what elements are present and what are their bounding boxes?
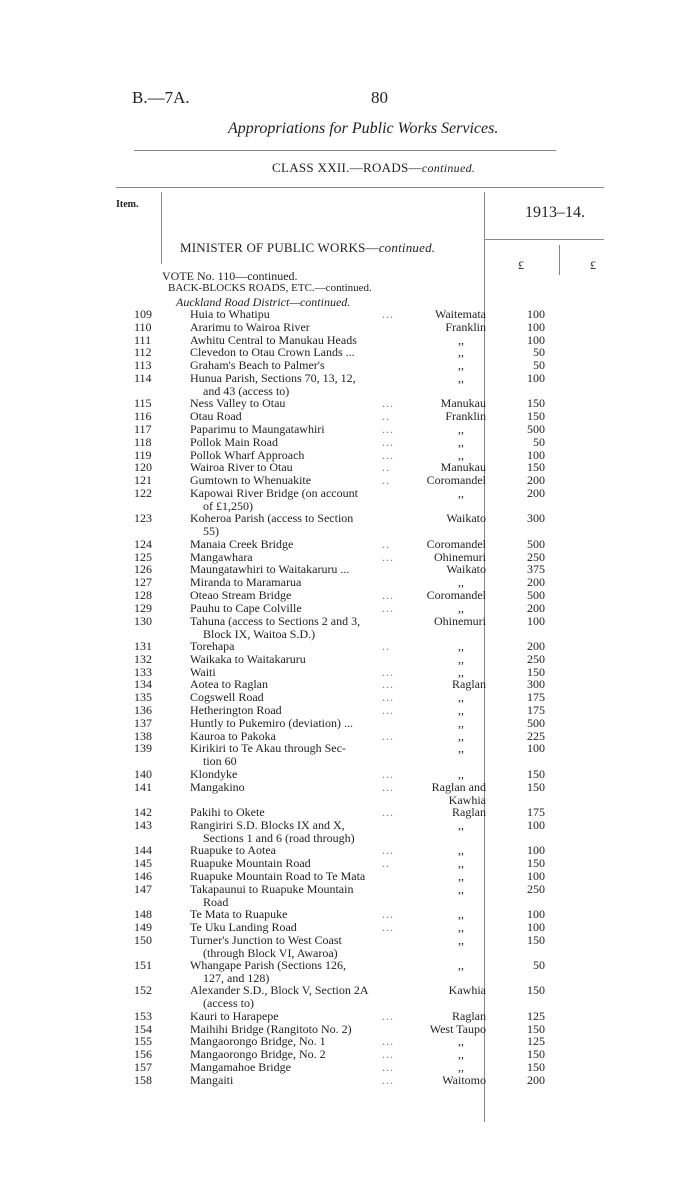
road-description: Whangape Parish (Sections 126, 127, and 128) xyxy=(190,958,346,985)
item-number: 146 xyxy=(134,868,152,883)
road-description: Waikaka to Waitakaruru xyxy=(190,651,306,666)
amount: 150 xyxy=(527,766,545,781)
item-number: 123 xyxy=(134,511,152,526)
electoral-district: ,, xyxy=(458,639,464,653)
item-number: 124 xyxy=(134,536,152,551)
item-number: 121 xyxy=(134,473,152,488)
amount: 100 xyxy=(527,447,545,462)
electoral-district: ,, xyxy=(458,422,464,436)
road-description: Hetherington Road xyxy=(190,703,282,717)
amount: 100 xyxy=(527,907,545,921)
amount: 100 xyxy=(527,817,545,832)
leader-dots: ... xyxy=(382,549,394,564)
amount: 100 xyxy=(527,868,545,883)
road-description: Maihihi Bridge (Rangitoto No. 2) xyxy=(190,1021,352,1036)
electoral-district: Waitemata xyxy=(434,307,486,321)
road-description: Mangamahoe Bridge xyxy=(190,1060,291,1074)
road-description: Kauri to Harapepe xyxy=(190,1008,279,1023)
item-number: 130 xyxy=(134,613,152,628)
road-description: Ruapuke to Aotea xyxy=(190,843,276,858)
item-number: 150 xyxy=(134,932,152,947)
vote-heading: VOTE No. 110—continued. xyxy=(162,269,298,283)
electoral-district: Coromandel xyxy=(426,473,486,488)
road-description: Mangakino xyxy=(190,779,245,794)
item-number: 112 xyxy=(134,345,152,360)
amount: 150 xyxy=(527,932,545,947)
amount: 150 xyxy=(527,1047,545,1062)
road-description: Graham's Beach to Palmer's xyxy=(190,358,325,373)
page-title: Appropriations for Public Works Services. xyxy=(228,120,499,137)
road-description: Awhitu Central to Manukau Heads xyxy=(190,332,357,347)
amount: 100 xyxy=(527,843,545,858)
amount: 150 xyxy=(527,396,545,411)
leader-dots: ... xyxy=(382,1072,394,1087)
amount: 100 xyxy=(527,307,545,321)
item-number: 151 xyxy=(134,958,152,972)
leader-dots: ... xyxy=(382,703,394,717)
item-column-divider xyxy=(161,192,162,264)
electoral-district: ,, xyxy=(458,1034,464,1049)
minister-heading: MINISTER OF PUBLIC WORKS—continued. xyxy=(180,240,436,255)
electoral-district: Manukau xyxy=(440,396,486,411)
item-number: 110 xyxy=(134,319,152,334)
electoral-district: Ohinemuri xyxy=(434,549,486,564)
item-number: 118 xyxy=(134,434,152,449)
item-number: 155 xyxy=(134,1034,152,1049)
road-description: Manaia Creek Bridge xyxy=(190,536,294,551)
item-number: 143 xyxy=(134,817,152,832)
electoral-district: ,, xyxy=(458,843,464,858)
item-number: 134 xyxy=(134,677,152,692)
amount: 100 xyxy=(527,332,545,347)
electoral-district: ,, xyxy=(458,600,464,615)
electoral-district: Waitomo xyxy=(442,1072,486,1087)
item-number: 117 xyxy=(134,422,152,436)
item-number: 144 xyxy=(134,843,152,858)
item-number: 113 xyxy=(134,358,152,373)
leader-dots: ... xyxy=(382,396,394,411)
electoral-district: ,, xyxy=(458,881,464,896)
item-number: 145 xyxy=(134,856,152,870)
road-description: Pauhu to Cape Colville xyxy=(190,600,302,615)
electoral-district: ,, xyxy=(458,817,464,832)
leader-dots: ... xyxy=(382,919,394,934)
electoral-district: Raglan xyxy=(452,1008,486,1023)
road-description: Ruapuke Mountain Road to Te Mata xyxy=(190,868,366,883)
electoral-district: Waikato xyxy=(446,511,486,526)
leader-dots: ... xyxy=(382,805,394,819)
road-description: Kirikiri to Te Akau through Sec- tion 60 xyxy=(190,741,346,769)
item-number: 131 xyxy=(134,639,152,653)
leader-dots: .. xyxy=(382,639,390,653)
amount: 100 xyxy=(527,613,545,628)
leader-dots: ... xyxy=(382,728,394,743)
electoral-district: ,, xyxy=(458,766,464,781)
leader-dots: ... xyxy=(382,1047,394,1062)
item-number: 115 xyxy=(134,396,152,411)
amount: 125 xyxy=(527,1034,545,1049)
class-heading: CLASS XXII.—ROADS—continued. xyxy=(272,160,476,175)
road-description: Paparimu to Maungatawhiri xyxy=(190,422,325,436)
electoral-district: ,, xyxy=(458,1060,464,1074)
year-column-header: 1913–14. xyxy=(525,204,585,221)
amount: 150 xyxy=(527,409,545,424)
electoral-district: ,, xyxy=(458,664,464,679)
electoral-district: ,, xyxy=(458,345,464,360)
item-number: 136 xyxy=(134,703,152,717)
item-number: 114 xyxy=(134,371,152,385)
leader-dots: .. xyxy=(382,536,390,551)
electoral-district: ,, xyxy=(458,958,464,972)
electoral-district: Waikato xyxy=(446,562,486,577)
road-description: Te Uku Landing Road xyxy=(190,919,297,934)
electoral-district: Coromandel xyxy=(426,588,486,602)
electoral-district: ,, xyxy=(458,703,464,717)
item-number: 129 xyxy=(134,600,152,615)
electoral-district: ,, xyxy=(458,447,464,462)
item-number: 156 xyxy=(134,1047,152,1062)
item-number: 135 xyxy=(134,690,152,705)
electoral-district: ,, xyxy=(458,868,464,883)
pound-sign-1: £ xyxy=(518,258,524,272)
item-number: 120 xyxy=(134,460,152,475)
amount: 250 xyxy=(527,549,545,564)
amount: 500 xyxy=(527,588,545,602)
pound-sign-2: £ xyxy=(590,258,596,272)
item-number: 128 xyxy=(134,588,152,602)
leader-dots: ... xyxy=(382,1034,394,1049)
amount: 175 xyxy=(527,703,545,717)
item-number: 132 xyxy=(134,651,152,666)
road-description: Hunua Parish, Sections 70, 13, 12, and 43 (access to) xyxy=(190,371,356,398)
electoral-district: Coromandel xyxy=(426,536,486,551)
item-number: 152 xyxy=(134,983,152,998)
electoral-district: ,, xyxy=(458,1047,464,1062)
item-number: 133 xyxy=(134,664,152,679)
item-number: 153 xyxy=(134,1008,152,1023)
leader-dots: ... xyxy=(382,677,394,692)
amount: 100 xyxy=(527,919,545,934)
amount: 150 xyxy=(527,1060,545,1074)
road-description: Kapowai River Bridge (on account of £1,250) xyxy=(190,486,358,513)
road-description: Klondyke xyxy=(190,766,238,781)
road-description: Maungatawhiri to Waitakaruru ... xyxy=(190,562,350,577)
road-description: Torehapa xyxy=(190,639,235,653)
amount: 150 xyxy=(527,1021,545,1036)
item-number: 139 xyxy=(134,741,152,756)
road-description: Pollok Main Road xyxy=(190,434,279,449)
item-number: 142 xyxy=(134,805,152,819)
amount: 225 xyxy=(527,728,545,743)
item-number: 148 xyxy=(134,907,152,921)
road-description: Pakihi to Okete xyxy=(190,805,265,819)
item-column-header: Item. xyxy=(116,199,139,210)
amount: 50 xyxy=(533,358,545,373)
item-number: 141 xyxy=(134,779,152,794)
road-description: Turner's Junction to West Coast (through Block VI, Awaroa) xyxy=(190,932,342,960)
amount: 100 xyxy=(527,741,545,756)
electoral-district: Franklin xyxy=(445,319,486,334)
road-description: Alexander S.D., Block V, Section 2A (access to) xyxy=(190,983,369,1011)
electoral-district: ,, xyxy=(458,932,464,947)
road-description: Miranda to Maramarua xyxy=(190,575,302,590)
electoral-district: Raglan xyxy=(452,805,486,819)
item-number: 149 xyxy=(134,919,152,934)
amount: 175 xyxy=(527,805,545,819)
road-description: Ruapuke Mountain Road xyxy=(190,856,311,870)
backblocks-heading: BACK-BLOCKS ROADS, ETC.—continued. xyxy=(168,282,372,294)
leader-dots: ... xyxy=(382,1008,394,1023)
road-description: Clevedon to Otau Crown Lands ... xyxy=(190,345,355,360)
leader-dots: .. xyxy=(382,409,390,424)
item-number: 140 xyxy=(134,766,152,781)
electoral-district: Kawhia xyxy=(448,983,486,998)
electoral-district: ,, xyxy=(458,371,464,385)
leader-dots: ... xyxy=(382,779,394,794)
road-description: Takapaunui to Ruapuke Mountain Road xyxy=(190,881,354,909)
item-number: 157 xyxy=(134,1060,152,1074)
leader-dots: ... xyxy=(382,664,394,679)
leader-dots: ... xyxy=(382,588,394,602)
road-description: Aotea to Raglan xyxy=(190,677,268,692)
amount: 150 xyxy=(527,856,545,870)
electoral-district: ,, xyxy=(458,715,464,730)
amount: 150 xyxy=(527,779,545,794)
item-number: 137 xyxy=(134,715,152,730)
table-top-rule xyxy=(116,187,604,188)
leader-dots: ... xyxy=(382,690,394,705)
electoral-district: Manukau xyxy=(440,460,486,475)
road-description: Huia to Whatipu xyxy=(190,307,270,321)
leader-dots: ... xyxy=(382,447,394,462)
road-description: Pollok Wharf Approach xyxy=(190,447,305,462)
road-description: Kauroa to Pakoka xyxy=(190,728,276,743)
road-description: Tahuna (access to Sections 2 and 3, Block IX, Waitoa S.D.) xyxy=(190,613,361,641)
item-number: 154 xyxy=(134,1021,152,1036)
electoral-district: ,, xyxy=(458,690,464,705)
leader-dots: ... xyxy=(382,307,394,321)
amount: 200 xyxy=(527,473,545,488)
district-heading: Auckland Road District—continued. xyxy=(176,295,351,309)
amount: 150 xyxy=(527,983,545,998)
amount: 200 xyxy=(527,486,545,500)
item-number: 116 xyxy=(134,409,152,424)
amount: 50 xyxy=(533,434,545,449)
leader-dots: ... xyxy=(382,766,394,781)
amount: 375 xyxy=(527,562,545,577)
amount: 250 xyxy=(527,651,545,666)
item-number: 158 xyxy=(134,1072,152,1087)
amount: 200 xyxy=(527,600,545,615)
road-description: Cogswell Road xyxy=(190,690,264,705)
road-description: Mangawhara xyxy=(190,549,253,564)
amount: 50 xyxy=(533,345,545,360)
currency-column-divider xyxy=(559,245,560,275)
amount: 500 xyxy=(527,715,545,730)
year-rule xyxy=(484,239,604,240)
road-description: Huntly to Pukemiro (deviation) ... xyxy=(190,715,353,730)
leader-dots: ... xyxy=(382,434,394,449)
item-number: 109 xyxy=(134,307,152,321)
amount: 500 xyxy=(527,422,545,436)
road-description: Mangaorongo Bridge, No. 2 xyxy=(190,1047,326,1062)
road-description: Mangaiti xyxy=(190,1072,234,1087)
road-description: Rangiriri S.D. Blocks IX and X, Sections 1 and 6 (road through) xyxy=(190,817,355,845)
electoral-district: ,, xyxy=(458,332,464,347)
leader-dots: .. xyxy=(382,460,390,475)
road-description: Waiti xyxy=(190,664,216,679)
leader-dots: ... xyxy=(382,422,394,436)
item-number: 127 xyxy=(134,575,152,590)
amount: 150 xyxy=(527,460,545,475)
item-number: 126 xyxy=(134,562,152,577)
amount: 125 xyxy=(527,1008,545,1023)
leader-dots: .. xyxy=(382,473,390,488)
road-description: Te Mata to Ruapuke xyxy=(190,907,288,921)
electoral-district: ,, xyxy=(458,358,464,373)
electoral-district: Ohinemuri xyxy=(434,613,486,628)
electoral-district: Franklin xyxy=(445,409,486,424)
item-number: 122 xyxy=(134,486,152,500)
electoral-district: Raglan xyxy=(452,677,486,692)
road-description: Wairoa River to Otau xyxy=(190,460,293,475)
document-reference: B.—7A. xyxy=(132,88,190,107)
electoral-district: Raglan and Kawhia xyxy=(431,779,486,807)
item-number: 138 xyxy=(134,728,152,743)
electoral-district: ,, xyxy=(458,919,464,934)
road-description: Koheroa Parish (access to Section 55) xyxy=(190,511,354,539)
page-number: 80 xyxy=(371,88,388,107)
electoral-district: ,, xyxy=(458,856,464,870)
amount: 200 xyxy=(527,575,545,590)
amount: 300 xyxy=(527,511,545,526)
road-description: Oteao Stream Bridge xyxy=(190,588,292,602)
electoral-district: ,, xyxy=(458,486,464,500)
electoral-district: West Taupo xyxy=(429,1021,486,1036)
electoral-district: ,, xyxy=(458,907,464,921)
item-number: 125 xyxy=(134,549,152,564)
amount: 175 xyxy=(527,690,545,705)
amount: 500 xyxy=(527,536,545,551)
item-number: 119 xyxy=(134,447,152,462)
item-number: 111 xyxy=(134,332,152,347)
leader-dots: ... xyxy=(382,843,394,858)
road-description: Gumtown to Whenuakite xyxy=(190,473,312,488)
amount: 250 xyxy=(527,881,545,896)
title-rule xyxy=(134,150,556,151)
road-description: Mangaorongo Bridge, No. 1 xyxy=(190,1034,326,1049)
leader-dots: ... xyxy=(382,1060,394,1074)
amount: 200 xyxy=(527,639,545,653)
leader-dots: .. xyxy=(382,856,390,870)
electoral-district: ,, xyxy=(458,651,464,666)
road-description: Ness Valley to Otau xyxy=(190,396,286,411)
amount: 200 xyxy=(527,1072,545,1087)
electoral-district: ,, xyxy=(458,575,464,590)
electoral-district: ,, xyxy=(458,434,464,449)
amount: 50 xyxy=(533,958,545,972)
road-description: Ararimu to Wairoa River xyxy=(190,319,310,334)
leader-dots: ... xyxy=(382,600,394,615)
electoral-district: ,, xyxy=(458,728,464,743)
amount: 150 xyxy=(527,664,545,679)
leader-dots: ... xyxy=(382,907,394,921)
item-number: 147 xyxy=(134,881,152,896)
amount: 100 xyxy=(527,319,545,334)
road-description: Otau Road xyxy=(190,409,242,424)
amount: 300 xyxy=(527,677,545,692)
electoral-district: ,, xyxy=(458,741,464,756)
amount: 100 xyxy=(527,371,545,385)
